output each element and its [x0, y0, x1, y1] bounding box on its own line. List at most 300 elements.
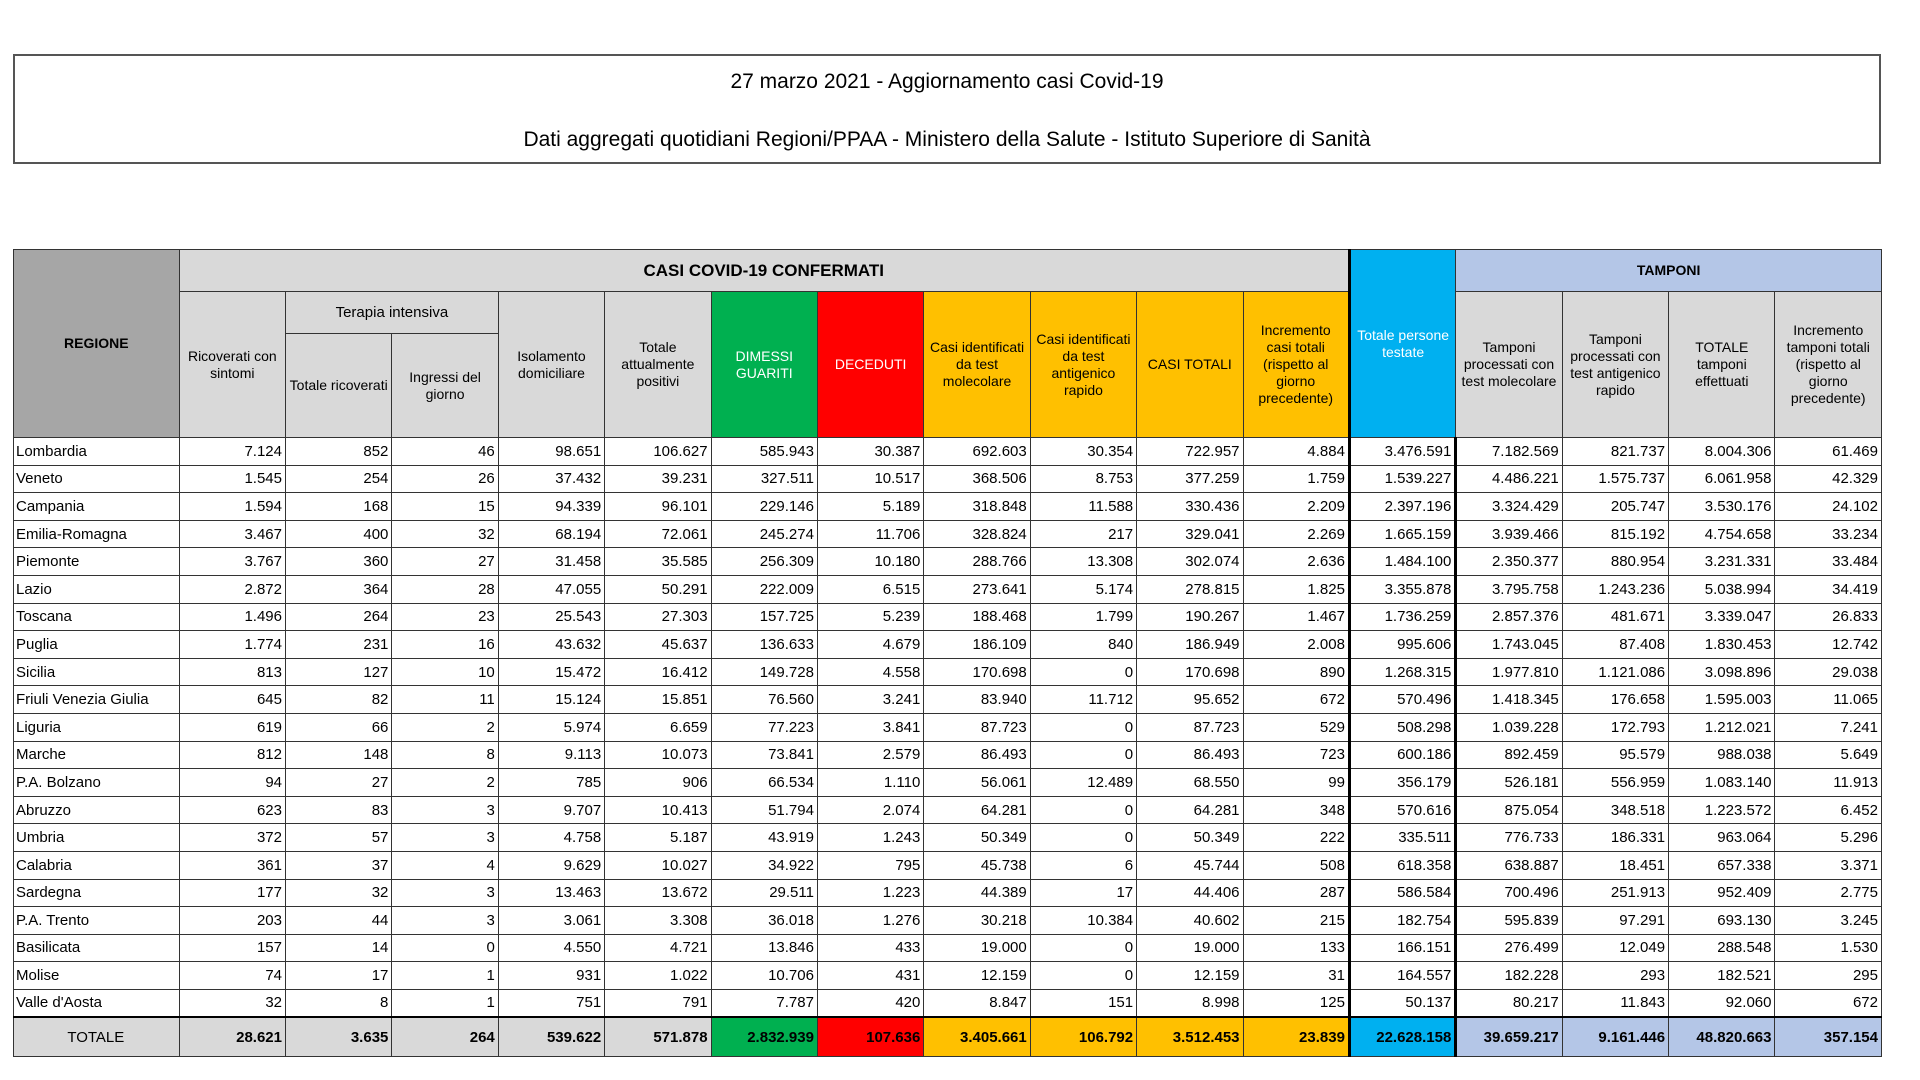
cell-dimessi: 256.309: [711, 548, 817, 576]
cell-isolamento: 15.124: [498, 686, 604, 714]
cell-casi-molecolare: 86.493: [924, 741, 1030, 769]
cell-incremento: 672: [1243, 686, 1349, 714]
cell-positivi: 72.061: [605, 520, 711, 548]
cell-positivi: 10.073: [605, 741, 711, 769]
cell-tamponi-molecolare: 3.324.429: [1456, 493, 1562, 521]
cell-ricoverati: 813: [179, 658, 285, 686]
header-totale-ricoverati: Totale ricoverati: [286, 334, 392, 438]
cell-tamponi-molecolare: 276.499: [1456, 934, 1562, 962]
cell-casi-totali: 64.281: [1137, 796, 1243, 824]
cell-tamponi-rapido: 176.658: [1562, 686, 1668, 714]
cell-casi-totali: 40.602: [1137, 907, 1243, 935]
cell-persone: 995.606: [1349, 631, 1455, 659]
cell-totale-ricoverati: 32: [286, 879, 392, 907]
total-incremento: 23.839: [1243, 1017, 1349, 1057]
cell-casi-molecolare: 12.159: [924, 962, 1030, 990]
cell-isolamento: 37.432: [498, 465, 604, 493]
cell-isolamento: 47.055: [498, 575, 604, 603]
cell-tamponi-rapido: 481.671: [1562, 603, 1668, 631]
cell-dimessi: 36.018: [711, 907, 817, 935]
table-row: [14, 658, 1882, 686]
cell-persone: 166.151: [1349, 934, 1455, 962]
cell-tamponi-rapido: 1.575.737: [1562, 465, 1668, 493]
cell-tamponi-rapido: 293: [1562, 962, 1668, 990]
cell-tamponi-incremento: 1.530: [1775, 934, 1882, 962]
cell-tamponi-molecolare: 1.418.345: [1456, 686, 1562, 714]
cell-ingressi: 11: [392, 686, 498, 714]
cell-casi-rapido: 0: [1030, 934, 1136, 962]
cell-positivi: 16.412: [605, 658, 711, 686]
cell-tamponi-molecolare: 776.733: [1456, 824, 1562, 852]
cell-casi-totali: 50.349: [1137, 824, 1243, 852]
cell-tamponi-incremento: 29.038: [1775, 658, 1882, 686]
table-row: [14, 603, 1882, 631]
cell-incremento: 723: [1243, 741, 1349, 769]
cell-tamponi-totale: 4.754.658: [1669, 520, 1775, 548]
cell-casi-rapido: 13.308: [1030, 548, 1136, 576]
cell-dimessi: 245.274: [711, 520, 817, 548]
cell-ingressi: 1: [392, 962, 498, 990]
cell-deceduti: 1.276: [817, 907, 923, 935]
cell-ingressi: 10: [392, 658, 498, 686]
cell-dimessi: 136.633: [711, 631, 817, 659]
cell-regione: Campania: [14, 493, 180, 521]
cell-regione: Friuli Venezia Giulia: [14, 686, 180, 714]
cell-casi-molecolare: 87.723: [924, 713, 1030, 741]
cell-tamponi-incremento: 26.833: [1775, 603, 1882, 631]
covid-data-table: [13, 249, 1882, 1057]
cell-positivi: 39.231: [605, 465, 711, 493]
cell-regione: Lombardia: [14, 438, 180, 466]
cell-tamponi-totale: 3.339.047: [1669, 603, 1775, 631]
cell-incremento: 890: [1243, 658, 1349, 686]
cell-incremento: 125: [1243, 989, 1349, 1017]
cell-ingressi: 1: [392, 989, 498, 1017]
cell-tamponi-rapido: 87.408: [1562, 631, 1668, 659]
total-ingressi: 264: [392, 1017, 498, 1057]
cell-ingressi: 46: [392, 438, 498, 466]
cell-isolamento: 94.339: [498, 493, 604, 521]
cell-isolamento: 98.651: [498, 438, 604, 466]
cell-deceduti: 1.243: [817, 824, 923, 852]
table-row: [14, 879, 1882, 907]
cell-totale-ricoverati: 83: [286, 796, 392, 824]
cell-tamponi-incremento: 11.913: [1775, 769, 1882, 797]
cell-tamponi-totale: 963.064: [1669, 824, 1775, 852]
cell-casi-totali: 12.159: [1137, 962, 1243, 990]
cell-casi-molecolare: 170.698: [924, 658, 1030, 686]
cell-incremento: 2.269: [1243, 520, 1349, 548]
cell-isolamento: 751: [498, 989, 604, 1017]
cell-ingressi: 0: [392, 934, 498, 962]
table-row: [14, 686, 1882, 714]
cell-persone: 2.397.196: [1349, 493, 1455, 521]
cell-deceduti: 11.706: [817, 520, 923, 548]
cell-isolamento: 68.194: [498, 520, 604, 548]
table-row: [14, 713, 1882, 741]
cell-isolamento: 5.974: [498, 713, 604, 741]
cell-ingressi: 32: [392, 520, 498, 548]
cell-tamponi-rapido: 815.192: [1562, 520, 1668, 548]
cell-tamponi-incremento: 42.329: [1775, 465, 1882, 493]
cell-dimessi: 157.725: [711, 603, 817, 631]
cell-incremento: 508: [1243, 851, 1349, 879]
cell-tamponi-rapido: 18.451: [1562, 851, 1668, 879]
cell-casi-totali: 8.998: [1137, 989, 1243, 1017]
cell-isolamento: 25.543: [498, 603, 604, 631]
cell-tamponi-totale: 92.060: [1669, 989, 1775, 1017]
cell-casi-totali: 377.259: [1137, 465, 1243, 493]
total-casi-totali: 3.512.453: [1137, 1017, 1243, 1057]
cell-deceduti: 6.515: [817, 575, 923, 603]
header-incremento: Incremento casi totali (rispetto al giorno precedente): [1243, 292, 1349, 438]
cell-regione: Emilia-Romagna: [14, 520, 180, 548]
cell-ingressi: 3: [392, 879, 498, 907]
cell-positivi: 10.413: [605, 796, 711, 824]
cell-totale-ricoverati: 127: [286, 658, 392, 686]
cell-regione: Calabria: [14, 851, 180, 879]
cell-incremento: 529: [1243, 713, 1349, 741]
cell-casi-rapido: 1.799: [1030, 603, 1136, 631]
cell-positivi: 3.308: [605, 907, 711, 935]
cell-ricoverati: 1.496: [179, 603, 285, 631]
cell-persone: 182.754: [1349, 907, 1455, 935]
cell-dimessi: 222.009: [711, 575, 817, 603]
cell-casi-rapido: 8.753: [1030, 465, 1136, 493]
cell-ingressi: 8: [392, 741, 498, 769]
cell-deceduti: 5.239: [817, 603, 923, 631]
cell-ricoverati: 157: [179, 934, 285, 962]
cell-totale-ricoverati: 66: [286, 713, 392, 741]
cell-persone: 50.137: [1349, 989, 1455, 1017]
cell-tamponi-molecolare: 3.939.466: [1456, 520, 1562, 548]
cell-casi-rapido: 17: [1030, 879, 1136, 907]
cell-casi-molecolare: 368.506: [924, 465, 1030, 493]
cell-casi-molecolare: 56.061: [924, 769, 1030, 797]
cell-tamponi-incremento: 34.419: [1775, 575, 1882, 603]
cell-tamponi-molecolare: 2.350.377: [1456, 548, 1562, 576]
cell-tamponi-molecolare: 1.039.228: [1456, 713, 1562, 741]
cell-tamponi-rapido: 1.243.236: [1562, 575, 1668, 603]
cell-casi-totali: 722.957: [1137, 438, 1243, 466]
cell-ingressi: 27: [392, 548, 498, 576]
cell-casi-rapido: 0: [1030, 796, 1136, 824]
cell-casi-molecolare: 30.218: [924, 907, 1030, 935]
cell-casi-totali: 68.550: [1137, 769, 1243, 797]
cell-totale-ricoverati: 57: [286, 824, 392, 852]
cell-incremento: 215: [1243, 907, 1349, 935]
cell-tamponi-molecolare: 7.182.569: [1456, 438, 1562, 466]
cell-tamponi-molecolare: 4.486.221: [1456, 465, 1562, 493]
cell-isolamento: 9.629: [498, 851, 604, 879]
cell-totale-ricoverati: 360: [286, 548, 392, 576]
cell-regione: Liguria: [14, 713, 180, 741]
cell-regione: P.A. Trento: [14, 907, 180, 935]
cell-positivi: 35.585: [605, 548, 711, 576]
cell-casi-molecolare: 64.281: [924, 796, 1030, 824]
cell-tamponi-molecolare: 595.839: [1456, 907, 1562, 935]
cell-tamponi-totale: 952.409: [1669, 879, 1775, 907]
cell-persone: 508.298: [1349, 713, 1455, 741]
cell-isolamento: 9.113: [498, 741, 604, 769]
cell-ingressi: 3: [392, 824, 498, 852]
cell-positivi: 45.637: [605, 631, 711, 659]
cell-incremento: 2.008: [1243, 631, 1349, 659]
cell-regione: Sicilia: [14, 658, 180, 686]
table-row: [14, 989, 1882, 1017]
cell-deceduti: 5.189: [817, 493, 923, 521]
cell-isolamento: 13.463: [498, 879, 604, 907]
cell-persone: 570.616: [1349, 796, 1455, 824]
cell-tamponi-totale: 3.231.331: [1669, 548, 1775, 576]
cell-totale-ricoverati: 264: [286, 603, 392, 631]
total-regione: TOTALE: [14, 1017, 180, 1057]
cell-casi-molecolare: 50.349: [924, 824, 1030, 852]
cell-tamponi-incremento: 5.649: [1775, 741, 1882, 769]
cell-incremento: 1.467: [1243, 603, 1349, 631]
cell-casi-molecolare: 188.468: [924, 603, 1030, 631]
cell-tamponi-rapido: 205.747: [1562, 493, 1668, 521]
cell-dimessi: 149.728: [711, 658, 817, 686]
cell-ingressi: 3: [392, 796, 498, 824]
cell-regione: Marche: [14, 741, 180, 769]
cell-casi-rapido: 0: [1030, 824, 1136, 852]
cell-tamponi-incremento: 7.241: [1775, 713, 1882, 741]
total-casi-molecolare: 3.405.661: [924, 1017, 1030, 1057]
cell-deceduti: 2.579: [817, 741, 923, 769]
header-deceduti: DECEDUTI: [817, 292, 923, 438]
cell-dimessi: 10.706: [711, 962, 817, 990]
cell-regione: Abruzzo: [14, 796, 180, 824]
cell-incremento: 287: [1243, 879, 1349, 907]
cell-casi-rapido: 0: [1030, 713, 1136, 741]
cell-persone: 1.268.315: [1349, 658, 1455, 686]
cell-regione: Veneto: [14, 465, 180, 493]
cell-tamponi-totale: 1.223.572: [1669, 796, 1775, 824]
cell-casi-totali: 170.698: [1137, 658, 1243, 686]
cell-totale-ricoverati: 254: [286, 465, 392, 493]
cell-casi-molecolare: 692.603: [924, 438, 1030, 466]
cell-casi-rapido: 840: [1030, 631, 1136, 659]
cell-tamponi-molecolare: 892.459: [1456, 741, 1562, 769]
cell-casi-totali: 329.041: [1137, 520, 1243, 548]
cell-tamponi-incremento: 24.102: [1775, 493, 1882, 521]
cell-ricoverati: 2.872: [179, 575, 285, 603]
cell-tamponi-totale: 5.038.994: [1669, 575, 1775, 603]
cell-casi-totali: 45.744: [1137, 851, 1243, 879]
cell-deceduti: 1.223: [817, 879, 923, 907]
cell-ingressi: 26: [392, 465, 498, 493]
cell-dimessi: 34.922: [711, 851, 817, 879]
cell-tamponi-molecolare: 875.054: [1456, 796, 1562, 824]
cell-persone: 1.665.159: [1349, 520, 1455, 548]
cell-tamponi-rapido: 186.331: [1562, 824, 1668, 852]
cell-totale-ricoverati: 231: [286, 631, 392, 659]
cell-casi-molecolare: 19.000: [924, 934, 1030, 962]
cell-ricoverati: 372: [179, 824, 285, 852]
cell-ingressi: 28: [392, 575, 498, 603]
cell-isolamento: 31.458: [498, 548, 604, 576]
cell-positivi: 10.027: [605, 851, 711, 879]
cell-tamponi-totale: 657.338: [1669, 851, 1775, 879]
cell-ricoverati: 3.467: [179, 520, 285, 548]
report-title: 27 marzo 2021 - Aggiornamento casi Covid-19: [730, 70, 1164, 93]
table-row: [14, 934, 1882, 962]
cell-regione: Toscana: [14, 603, 180, 631]
cell-positivi: 791: [605, 989, 711, 1017]
cell-ingressi: 16: [392, 631, 498, 659]
cell-tamponi-incremento: 295: [1775, 962, 1882, 990]
header-casi-totali: CASI TOTALI: [1137, 292, 1243, 438]
header-tamponi-incremento: Incremento tamponi totali (rispetto al giorno precedente): [1775, 292, 1882, 438]
cell-tamponi-incremento: 2.775: [1775, 879, 1882, 907]
cell-positivi: 6.659: [605, 713, 711, 741]
cell-tamponi-rapido: 1.121.086: [1562, 658, 1668, 686]
cell-ricoverati: 203: [179, 907, 285, 935]
cell-tamponi-rapido: 821.737: [1562, 438, 1668, 466]
cell-totale-ricoverati: 14: [286, 934, 392, 962]
cell-tamponi-totale: 6.061.958: [1669, 465, 1775, 493]
cell-ricoverati: 1.594: [179, 493, 285, 521]
cell-tamponi-incremento: 672: [1775, 989, 1882, 1017]
cell-regione: Umbria: [14, 824, 180, 852]
cell-tamponi-incremento: 33.484: [1775, 548, 1882, 576]
header-ricoverati: Ricoverati con sintomi: [179, 292, 285, 438]
cell-tamponi-molecolare: 526.181: [1456, 769, 1562, 797]
table-row: [14, 631, 1882, 659]
cell-casi-rapido: 10.384: [1030, 907, 1136, 935]
cell-incremento: 222: [1243, 824, 1349, 852]
header-casi-group: CASI COVID-19 CONFERMATI: [179, 250, 1349, 292]
header-persone: Totale persone testate: [1349, 250, 1455, 438]
cell-tamponi-rapido: 11.843: [1562, 989, 1668, 1017]
cell-casi-rapido: 217: [1030, 520, 1136, 548]
cell-positivi: 4.721: [605, 934, 711, 962]
header-tamponi-rapido: Tamponi processati con test antigenico rapido: [1562, 292, 1668, 438]
cell-tamponi-rapido: 95.579: [1562, 741, 1668, 769]
cell-tamponi-incremento: 3.245: [1775, 907, 1882, 935]
cell-dimessi: 43.919: [711, 824, 817, 852]
table-row: [14, 493, 1882, 521]
cell-persone: 1.736.259: [1349, 603, 1455, 631]
cell-dimessi: 77.223: [711, 713, 817, 741]
cell-tamponi-totale: 1.083.140: [1669, 769, 1775, 797]
cell-dimessi: 73.841: [711, 741, 817, 769]
total-isolamento: 539.622: [498, 1017, 604, 1057]
cell-totale-ricoverati: 27: [286, 769, 392, 797]
cell-ricoverati: 619: [179, 713, 285, 741]
cell-tamponi-molecolare: 80.217: [1456, 989, 1562, 1017]
cell-regione: Lazio: [14, 575, 180, 603]
table-row: [14, 438, 1882, 466]
cell-ricoverati: 3.767: [179, 548, 285, 576]
cell-casi-rapido: 0: [1030, 962, 1136, 990]
cell-positivi: 1.022: [605, 962, 711, 990]
cell-dimessi: 76.560: [711, 686, 817, 714]
cell-isolamento: 43.632: [498, 631, 604, 659]
cell-casi-molecolare: 288.766: [924, 548, 1030, 576]
cell-dimessi: 13.846: [711, 934, 817, 962]
cell-deceduti: 10.517: [817, 465, 923, 493]
cell-totale-ricoverati: 852: [286, 438, 392, 466]
cell-tamponi-totale: 3.098.896: [1669, 658, 1775, 686]
cell-totale-ricoverati: 364: [286, 575, 392, 603]
cell-ingressi: 15: [392, 493, 498, 521]
total-persone: 22.628.158: [1349, 1017, 1455, 1057]
total-tamponi-rapido: 9.161.446: [1562, 1017, 1668, 1057]
cell-casi-molecolare: 44.389: [924, 879, 1030, 907]
cell-dimessi: 327.511: [711, 465, 817, 493]
cell-casi-molecolare: 273.641: [924, 575, 1030, 603]
cell-ricoverati: 1.774: [179, 631, 285, 659]
cell-regione: Molise: [14, 962, 180, 990]
cell-positivi: 15.851: [605, 686, 711, 714]
cell-ricoverati: 623: [179, 796, 285, 824]
cell-tamponi-rapido: 12.049: [1562, 934, 1668, 962]
cell-tamponi-totale: 288.548: [1669, 934, 1775, 962]
cell-incremento: 4.884: [1243, 438, 1349, 466]
cell-casi-totali: 44.406: [1137, 879, 1243, 907]
cell-casi-rapido: 151: [1030, 989, 1136, 1017]
cell-tamponi-incremento: 11.065: [1775, 686, 1882, 714]
cell-isolamento: 785: [498, 769, 604, 797]
cell-incremento: 348: [1243, 796, 1349, 824]
cell-ingressi: 4: [392, 851, 498, 879]
cell-tamponi-rapido: 880.954: [1562, 548, 1668, 576]
cell-ingressi: 23: [392, 603, 498, 631]
cell-totale-ricoverati: 400: [286, 520, 392, 548]
cell-casi-rapido: 0: [1030, 658, 1136, 686]
cell-deceduti: 1.110: [817, 769, 923, 797]
cell-casi-rapido: 11.588: [1030, 493, 1136, 521]
cell-persone: 1.484.100: [1349, 548, 1455, 576]
cell-dimessi: 29.511: [711, 879, 817, 907]
cell-totale-ricoverati: 8: [286, 989, 392, 1017]
total-casi-rapido: 106.792: [1030, 1017, 1136, 1057]
cell-regione: P.A. Bolzano: [14, 769, 180, 797]
cell-tamponi-incremento: 12.742: [1775, 631, 1882, 659]
cell-positivi: 106.627: [605, 438, 711, 466]
cell-regione: Piemonte: [14, 548, 180, 576]
cell-deceduti: 433: [817, 934, 923, 962]
cell-casi-totali: 87.723: [1137, 713, 1243, 741]
cell-tamponi-molecolare: 700.496: [1456, 879, 1562, 907]
total-tamponi-incremento: 357.154: [1775, 1017, 1882, 1057]
cell-ricoverati: 7.124: [179, 438, 285, 466]
cell-incremento: 1.825: [1243, 575, 1349, 603]
cell-persone: 618.358: [1349, 851, 1455, 879]
cell-isolamento: 15.472: [498, 658, 604, 686]
header-tamponi-group: TAMPONI: [1456, 250, 1882, 292]
report-title-box: [13, 54, 1881, 164]
cell-casi-totali: 186.949: [1137, 631, 1243, 659]
total-dimessi: 2.832.939: [711, 1017, 817, 1057]
cell-positivi: 96.101: [605, 493, 711, 521]
header-dimessi: DIMESSI GUARITI: [711, 292, 817, 438]
cell-casi-rapido: 11.712: [1030, 686, 1136, 714]
cell-ricoverati: 74: [179, 962, 285, 990]
cell-casi-totali: 95.652: [1137, 686, 1243, 714]
cell-isolamento: 4.758: [498, 824, 604, 852]
cell-totale-ricoverati: 44: [286, 907, 392, 935]
cell-tamponi-rapido: 556.959: [1562, 769, 1668, 797]
cell-totale-ricoverati: 168: [286, 493, 392, 521]
cell-tamponi-totale: 1.830.453: [1669, 631, 1775, 659]
report-subtitle: Dati aggregati quotidiani Regioni/PPAA - Ministero della Salute - Istituto Superiore di Sanità: [523, 128, 1371, 151]
table-row: [14, 465, 1882, 493]
cell-incremento: 99: [1243, 769, 1349, 797]
cell-casi-rapido: 30.354: [1030, 438, 1136, 466]
